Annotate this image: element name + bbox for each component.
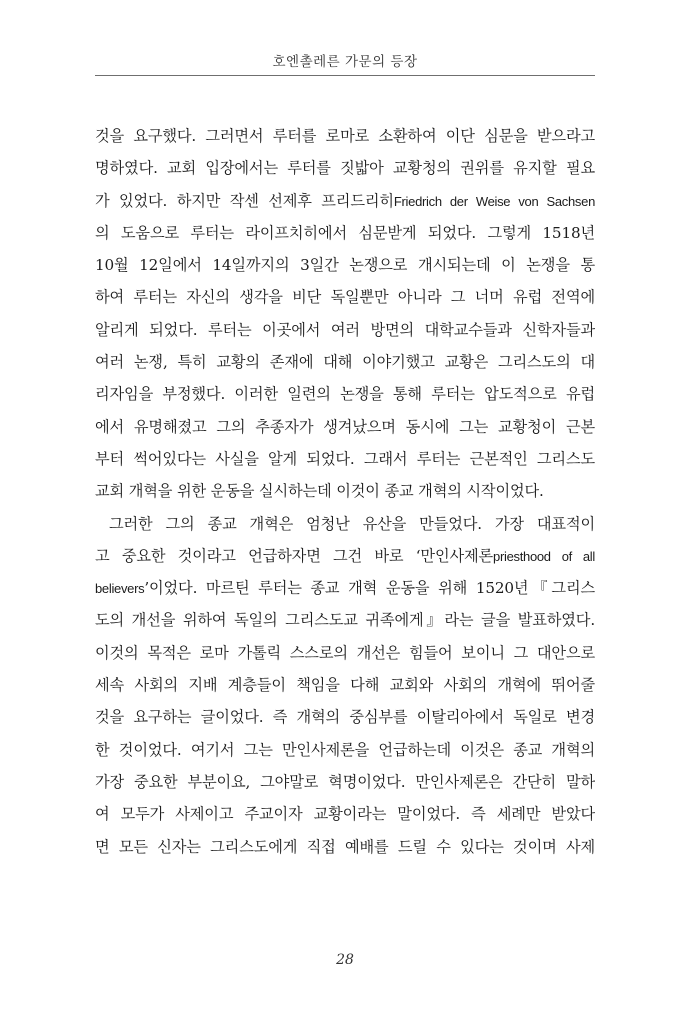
- latin-term: priesthood of all: [493, 548, 595, 564]
- text-line: 명하였다. 교회 입장에서는 루터를 짓밟아 교황청의 권위를 유지할 필요: [95, 159, 595, 178]
- text-line: 이것의 목적은 로마 가톨릭 스스로의 개선은 힘들어 보이니 그 대안으로: [95, 643, 595, 662]
- text-line: 부터 썩어있다는 사실을 알게 되었다. 그래서 루터는 근본적인 그리스도: [95, 449, 595, 468]
- latin-term: believers: [95, 581, 145, 597]
- header-divider: [95, 75, 595, 76]
- text-line: 10월 12일에서 14일까지의 3일간 논쟁으로 개시되는데 이 논쟁을 통: [95, 256, 595, 275]
- text-line: 그러한 그의 종교 개혁은 엄청난 유산을 만들었다. 가장 대표적이: [109, 514, 595, 533]
- text-line: 교회 개혁을 위한 운동을 실시하는데 이것이 종교 개혁의 시작이었다.: [95, 482, 544, 501]
- text-line: believers’이었다. 마르틴 루터는 종교 개혁 운동을 위해 1520년『그리스: [95, 579, 595, 598]
- text-line: 의 도움으로 루터는 라이프치히에서 심문받게 되었다. 그렇게 1518년: [95, 223, 595, 242]
- text-line: 것을 요구했다. 그러면서 루터를 로마로 소환하여 이단 심문을 받으라고: [95, 127, 595, 145]
- text-line: 여러 논쟁, 특히 교황의 존재에 대해 이야기했고 교황은 그리스도의 대: [95, 353, 595, 372]
- text-line: 여 모두가 사제이고 주교이자 교황이라는 말이었다. 즉 세례만 받았다: [95, 805, 595, 824]
- text-line: 하여 루터는 자신의 생각을 비단 독일뿐만 아니라 그 너머 유럽 전역에: [95, 288, 595, 307]
- text-line: 가 있었다. 하지만 작센 선제후 프리드리히Friedrich der Weise von Sachsen: [95, 191, 595, 210]
- text-line: 도의 개선을 위하여 독일의 그리스도교 귀족에게』라는 글을 발표하였다.: [95, 611, 595, 630]
- running-header: 호엔촐레른 가문의 등장: [272, 54, 418, 70]
- text-line: 가장 중요한 부분이요, 그야말로 혁명이었다. 만인사제론은 간단히 말하: [95, 772, 595, 791]
- body-text: [95, 120, 595, 863]
- text-line: 리자임을 부정했다. 이러한 일련의 논쟁을 통해 루터는 압도적으로 유럽: [95, 385, 595, 404]
- text-line: 알리게 되었다. 루터는 이곳에서 여러 방면의 대학교수들과 신학자들과: [95, 320, 595, 339]
- text-line: 고 중요한 것이라고 언급하자면 그건 바로 ‘만인사제론priesthood of all: [95, 546, 595, 565]
- text-line: 면 모든 신자는 그리스도에게 직접 예배를 드릴 수 있다는 것이며 사제: [95, 837, 595, 856]
- text-line: 세속 사회의 지배 계층들이 책임을 다해 교회와 사회의 개혁에 뛰어줄: [95, 676, 595, 695]
- text-line: 한 것이었다. 여기서 그는 만인사제론을 언급하는데 이것은 종교 개혁의: [95, 740, 595, 759]
- text-line: 에서 유명해졌고 그의 추종자가 생겨났으며 동시에 그는 교황청이 근본: [95, 417, 595, 436]
- text-line: 것을 요구하는 글이었다. 즉 개혁의 중심부를 이탈리아에서 독일로 변경: [95, 708, 595, 727]
- page-number: 28: [336, 952, 354, 968]
- latin-term: Friedrich der Weise von Sachsen: [393, 193, 595, 209]
